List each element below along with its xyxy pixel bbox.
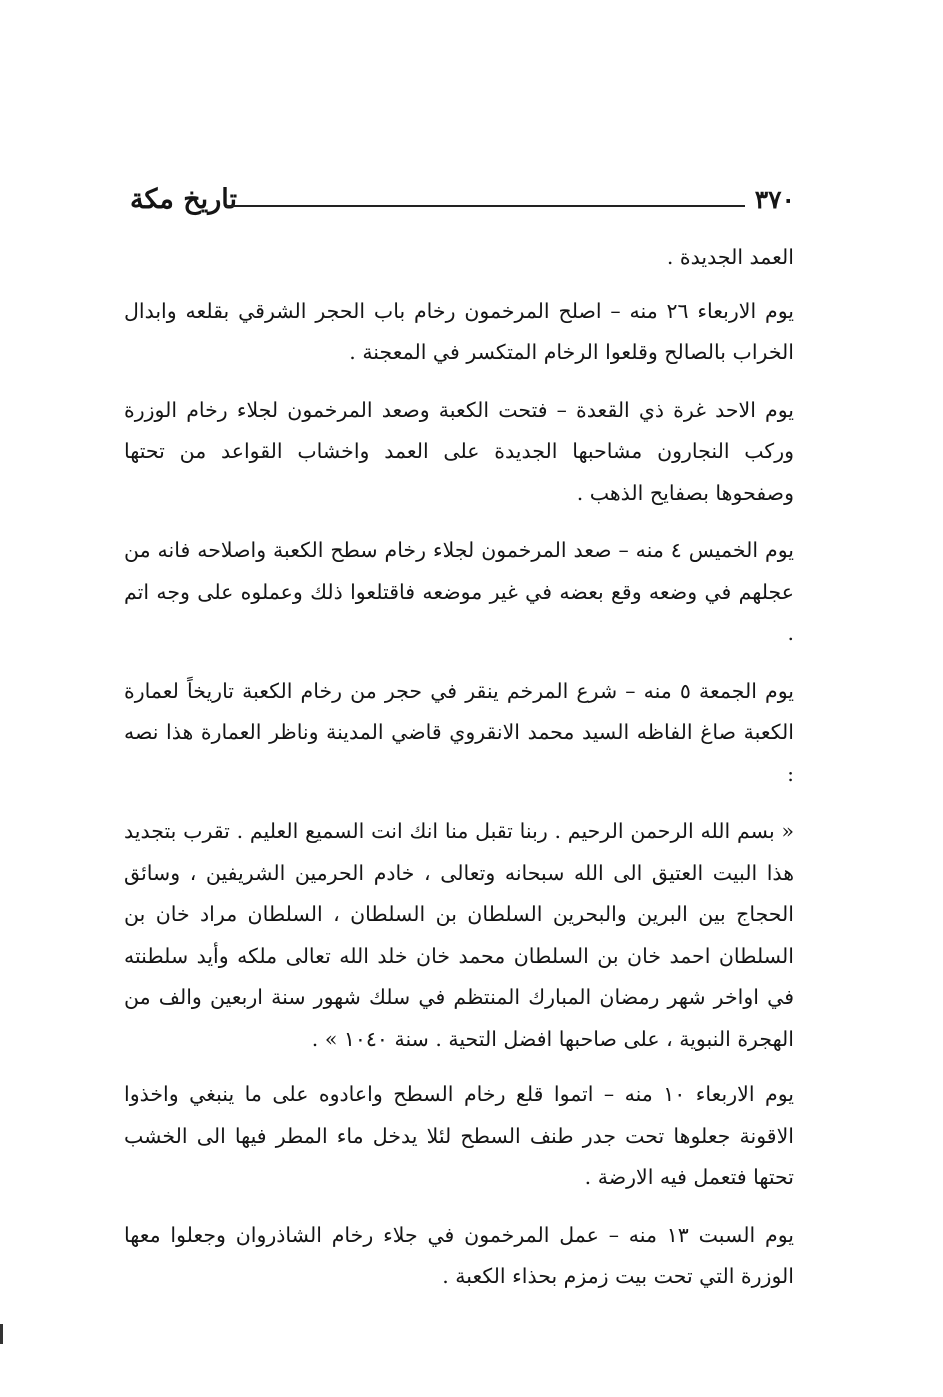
paragraph-entry: يوم الاحد غرة ذي القعدة – فتحت الكعبة وصعد المرخمون لجلاء رخام الوزرة وركب النجارون مشاحبها الجديدة على العمد واخشاب القواعد من تحتها وصفحوها بصفايح الذهب . — [124, 397, 794, 505]
paragraph-entry: يوم الاربعاء ١٠ منه – اتموا قلع رخام السطح واعادوه على ما ينبغي واخذوا الاقونة جعلوها تحت جدر طنف السطح لئلا يدخل ماء المطر فيها الى الخشب تحتها فتعمل فيه الارضة . — [124, 1082, 794, 1189]
header-rule — [226, 205, 745, 207]
paragraph-continuation: العمد الجديدة . — [666, 245, 794, 269]
running-header — [130, 180, 795, 220]
inscription-quote: « بسم الله الرحمن الرحيم . ربنا تقبل منا انك انت السميع العليم . تقرب بتجديد هذا البيت العتيق الى الله سبحانه وتعالى ، خادم الحرمين الشريفين ، وسائق الحجاج بين البرين والبحرين السلطان بن السلطان ، السلطان مراد خان بن السلطان احمد خان بن السلطان محمد خان خلد الله تعالى ملكه وأيد سلطنته في اواخر شهر رمضان المبارك المنتظم في سلك شهور سنة اربعين والف من الهجرة النبوية ، على صاحبها افضل التحية . سنة ١٠٤٠ » . — [124, 819, 794, 1051]
scan-edge-mark — [0, 1324, 3, 1344]
book-title: تاريخ مكة — [130, 184, 237, 215]
page-number: ٣٧٠ — [754, 185, 795, 214]
paragraph-entry: يوم السبت ١٣ منه – عمل المرخمون في جلاء رخام الشاذروان وجعلوا معها الوزرة التي تحت بيت زمزم بحذاء الكعبة . — [124, 1222, 794, 1288]
page-body — [124, 237, 794, 1314]
paragraph-entry: يوم الخميس ٤ منه – صعد المرخمون لجلاء رخام سطح الكعبة واصلاحه فانه من عجلهم في وضعه وقع بعضه في غير موضعه فاقتلعوا ذلك وعملوه على وجه اتم . — [124, 538, 795, 645]
paragraph-entry: يوم الجمعة ٥ منه – شرع المرخم ينقر في حجر من رخام الكعبة تاريخاً لعمارة الكعبة صاغ الفاظه السيد محمد الانقروي قاضي المدينة وناظر العمارة هذا نصه : — [124, 678, 794, 786]
paragraph-entry: يوم الاربعاء ٢٦ منه – اصلح المرخمون رخام باب الحجر الشرقي بقلعه وابدال الخراب بالصالح وقلعوا الرخام المتكسر في المعجنة . — [124, 298, 794, 364]
